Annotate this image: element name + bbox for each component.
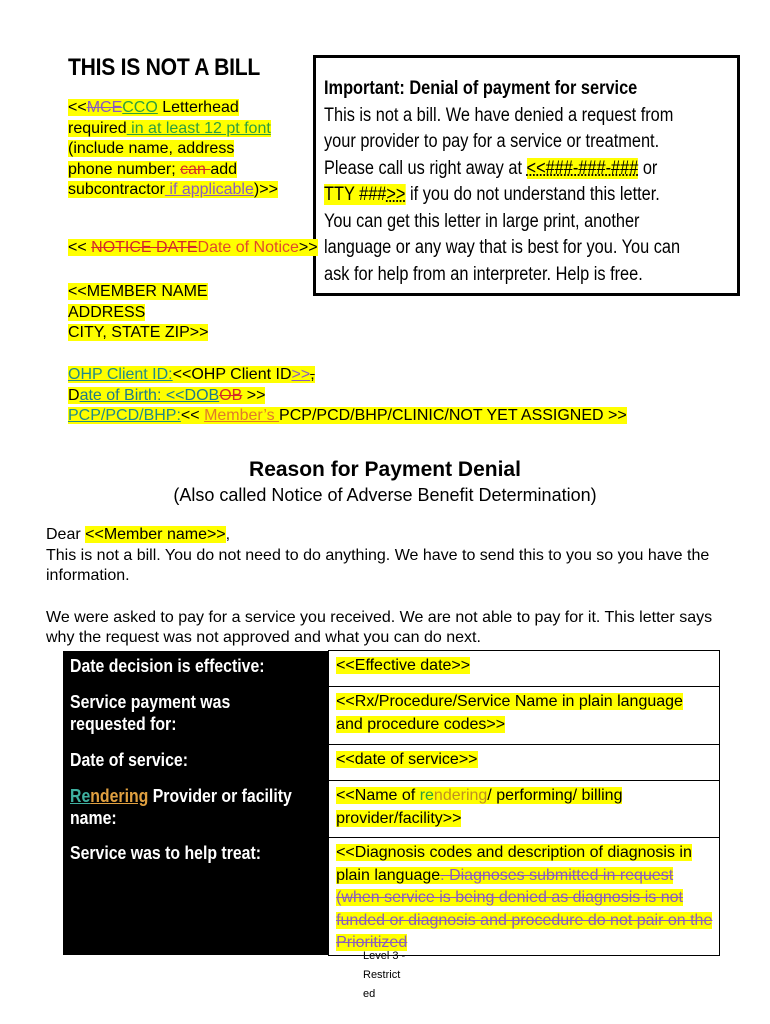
value-text: <<date of service>>	[336, 751, 478, 768]
pcp-line	[68, 407, 627, 424]
important-line-5: You can get this letter in large print, another	[324, 210, 640, 232]
body-paragraph-2: We were asked to pay for a service you received. We are not able to pay for it. This letter says why the request was not approved and what you can do next.	[46, 608, 713, 647]
important-line-1: This is not a bill. We have denied a request from	[324, 104, 674, 126]
salutation	[46, 525, 736, 546]
rendering-ndering: ndering	[90, 785, 149, 806]
ohp-client-id-trail: ,	[310, 366, 315, 383]
reason-title: Reason for Payment Denial	[249, 458, 521, 481]
value-text: <<Effective date>>	[336, 657, 471, 674]
value-text	[336, 787, 622, 827]
table-row	[63, 687, 720, 745]
row-value-service	[329, 687, 720, 745]
row-value-diagnosis	[329, 838, 720, 956]
row-value-effective	[329, 651, 720, 687]
member-city: CITY, STATE ZIP>>	[68, 324, 209, 342]
deleted-mce: MCE	[86, 99, 123, 116]
letterhead-word: Letterhead	[157, 99, 239, 116]
dob-initial: D	[68, 386, 80, 404]
letterhead-include: (include name, address	[68, 140, 235, 158]
important-line-7: ask for help from an interpreter. Help is free.	[324, 263, 643, 285]
dob-label: ate of Birth: <<DOB	[79, 386, 220, 404]
understand-text: if you do not understand this letter.	[405, 184, 660, 205]
label-text	[70, 785, 292, 808]
classification-line: Restrict	[363, 969, 401, 981]
call-us-text: Please call us right away at	[324, 157, 527, 179]
notice-date-text	[68, 239, 318, 256]
add-word: add	[210, 160, 238, 178]
inserted-cco: CCO	[122, 99, 158, 116]
dob-close: >>	[242, 386, 266, 404]
dob-deleted: OB	[219, 386, 243, 404]
row-value-date-of-service	[329, 745, 720, 781]
value-text	[336, 844, 712, 951]
value-post: / performing/ billing provider/facility>>	[336, 787, 623, 827]
label-text: Service was to help treat:	[70, 842, 262, 863]
pcp-members: Member’s	[204, 407, 280, 425]
page-title: THIS IS NOT A BILL	[68, 54, 260, 81]
name-of: <<Name of	[336, 787, 420, 804]
diagnosis-text: <<Diagnosis codes and description of diagnosis in plain language	[336, 844, 692, 884]
row-label-diagnosis	[63, 838, 329, 956]
deleted-diagnosis-text: . Diagnoses submitted in request (when service is being denied as diagnosis is not funded or diagnosis and procedure do not pair on the Prioritized	[336, 866, 713, 951]
deleted-notice-date: NOTICE DATE	[91, 239, 198, 256]
important-title: Important: Denial of payment for service	[324, 78, 638, 99]
salutation-comma: ,	[225, 526, 231, 543]
notice-close: >>	[298, 239, 318, 256]
value-text: <<Rx/Procedure/Service Name in plain language and procedure codes>>	[336, 693, 683, 733]
important-notice-box	[313, 55, 740, 296]
letterhead-required	[68, 120, 271, 137]
body-paragraph-1: This is not a bill. You do not need to do anything. We have to send this to you so you have the information.	[46, 546, 710, 585]
phone-number-placeholder: <<###-###-###	[526, 157, 639, 179]
reason-subtitle: (Also called Notice of Adverse Benefit Determination)	[173, 485, 597, 505]
member-address: ADDRESS	[68, 303, 146, 321]
inserted-if-applicable: if applicable	[164, 181, 254, 199]
important-line-4	[324, 182, 672, 209]
classification-label	[363, 947, 413, 1004]
value-ndering: ndering	[433, 787, 488, 804]
ohp-client-id-value: <<OHP Client ID	[172, 366, 292, 383]
row-label-date-of-service	[63, 745, 329, 781]
row-label-provider	[63, 781, 329, 838]
value-re: re	[419, 787, 434, 804]
pcp-open: <<	[180, 407, 205, 425]
important-line-6: language or any way that is best for you. You can	[324, 237, 681, 258]
ohp-client-id-line	[68, 366, 315, 383]
notice-open: <<	[68, 239, 92, 256]
important-line-3	[324, 156, 672, 183]
letterhead-placeholder	[68, 98, 318, 201]
label-text: Date decision is effective:	[70, 655, 265, 676]
important-line-2: your provider to pay for a service or treatment.	[324, 131, 660, 152]
tty-close: >>	[386, 184, 406, 205]
deleted-can: can	[180, 160, 211, 178]
member-address-block	[68, 282, 208, 344]
member-name-placeholder: <<Member name>>	[85, 526, 226, 543]
label-text: Date of service:	[70, 749, 188, 770]
denial-details-table	[63, 650, 720, 956]
row-label-effective	[63, 651, 329, 687]
ohp-client-id-label: OHP Client ID:	[68, 366, 173, 383]
label-text: requested for:	[70, 714, 177, 734]
classification-line: Level 3 -	[363, 950, 406, 962]
pcp-label: PCP/PCD/BHP:	[68, 407, 181, 425]
letterhead-text	[68, 99, 239, 116]
inserted-font-size: in at least 12 pt font	[126, 119, 271, 137]
label-text: Service payment was	[70, 691, 231, 712]
table-row	[63, 838, 720, 956]
letterhead-phone	[68, 161, 237, 178]
row-value-provider	[329, 781, 720, 838]
phone-word: phone number;	[68, 160, 181, 178]
notice-date-placeholder	[68, 239, 318, 257]
dob-line	[68, 387, 265, 404]
letterhead-open: <<	[68, 99, 87, 116]
provider-rest: Provider or facility	[148, 785, 292, 806]
ohp-client-id-close: >>	[291, 366, 311, 383]
letter-body	[46, 525, 736, 649]
table-row	[63, 745, 720, 781]
letterhead-subcontractor	[68, 181, 278, 198]
member-ids-block	[68, 365, 627, 427]
required-word: required	[68, 119, 127, 137]
table-row	[63, 781, 720, 838]
inserted-date-of-notice: Date of Notice	[197, 239, 299, 256]
letterhead-close: )>>	[253, 181, 278, 199]
subcontractor-word: subcontractor	[68, 181, 165, 199]
or-text: or	[638, 157, 658, 179]
dear-word: Dear	[46, 526, 86, 543]
label-text: name:	[70, 808, 117, 828]
member-name: <<MEMBER NAME	[68, 283, 208, 300]
pcp-value: PCP/PCD/BHP/CLINIC/NOT YET ASSIGNED >>	[279, 407, 627, 425]
tty-placeholder: TTY ###	[324, 184, 387, 205]
rendering-re: Re	[70, 785, 91, 806]
table-row	[63, 651, 720, 687]
classification-line: ed	[363, 988, 376, 1000]
row-label-service	[63, 687, 329, 745]
